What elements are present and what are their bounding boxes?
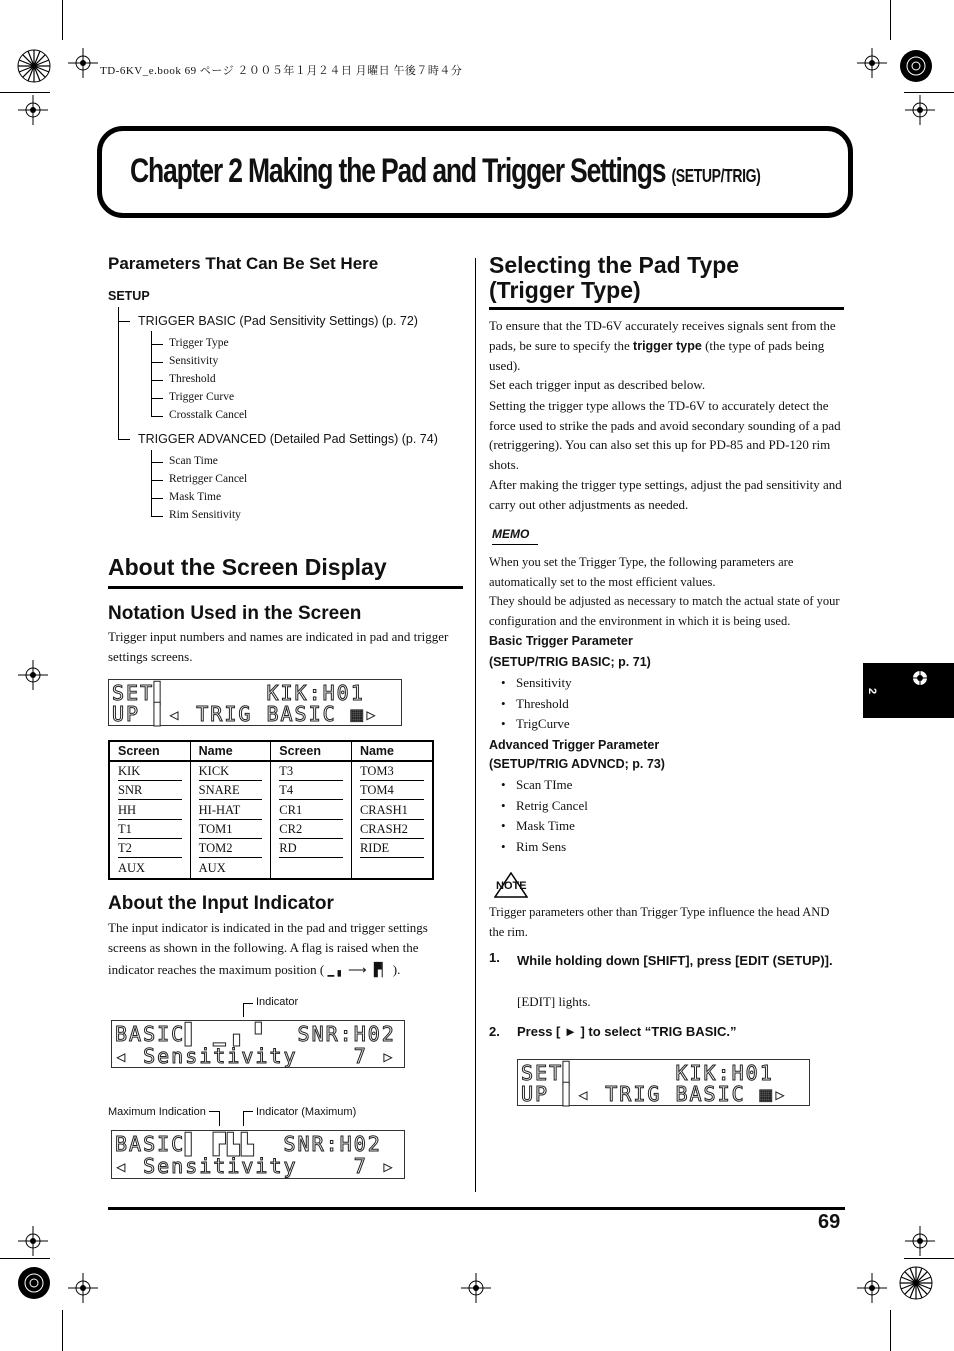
tree-item: Trigger Curve [169, 391, 235, 403]
table-row [109, 801, 433, 820]
crop-line [904, 1258, 954, 1259]
step-subtext: [EDIT] lights. [517, 994, 591, 1009]
pad-type-heading-line2: (Trigger Type) [489, 277, 641, 303]
list-item: • TrigCurve [516, 714, 572, 735]
tree-line [118, 321, 130, 322]
tree-line [151, 480, 163, 481]
lcd-line-2: ◂ Sensitivity 7 ▸ [115, 1154, 396, 1178]
registration-mark [898, 1265, 934, 1301]
callout-line [243, 1003, 253, 1004]
memo-text: They should be adjusted as necessary to match the actual state of your configuration and the environment in which it is being used. [489, 594, 840, 628]
lcd-screen [111, 1130, 405, 1179]
paragraph: Setting the trigger type allows the TD-6V to accurately detect the force used to strike the pads and avoid secondary sounding of a pad (retriggering). You can also set this up for PD-85 and PD-120 rim shots. [489, 398, 841, 472]
note-text: Trigger parameters other than Trigger Type influence the head AND the rim. [489, 905, 830, 939]
memo-text: When you set the Trigger Type, the following parameters are automatically set to the most efficient values. [489, 555, 794, 589]
step-number: 2. [489, 1024, 500, 1039]
crosshair-icon [68, 48, 98, 78]
indicator-text-start: indicator reaches the maximum position ( [108, 962, 325, 977]
callout-line [243, 1111, 253, 1112]
lcd-line-1: SET▌ KIK:H01 [112, 681, 365, 705]
table-header: Name [190, 741, 271, 761]
crop-line [62, 0, 63, 40]
chapter-title [130, 152, 760, 191]
indicator-max-callout: Indicator (Maximum) [256, 1106, 357, 1118]
table-cell [271, 820, 352, 839]
table-cell-text: AUX [198, 861, 226, 876]
tree-line [118, 439, 130, 440]
crosshair-icon [909, 667, 931, 689]
table-cell-text: HH [118, 801, 182, 820]
indicator-text-line [108, 960, 400, 981]
crosshair-icon [905, 1226, 935, 1256]
list-item: • Mask Time [516, 816, 588, 837]
list-item: • Rim Sens [516, 837, 588, 858]
setup-label: SETUP [108, 289, 150, 303]
indicator-callout: Indicator [256, 996, 299, 1008]
note-icon [494, 872, 528, 898]
crosshair-icon [857, 1273, 887, 1303]
step-text: Press [ ► ] to select “TRIG BASIC.” [517, 1024, 737, 1039]
registration-mark [16, 1265, 52, 1301]
table-cell [109, 820, 190, 839]
pad-type-heading [489, 253, 739, 303]
chapter-subtitle: (SETUP/TRIG) [671, 166, 761, 186]
crosshair-icon [18, 95, 48, 125]
memo-underline [492, 544, 538, 545]
table-cell [271, 801, 352, 820]
table-cell-text: T2 [118, 839, 182, 858]
paragraph: After making the trigger type settings, adjust the pad sensitivity and carry out other adjustments as needed. [489, 477, 842, 512]
step-number: 1. [489, 950, 500, 965]
table-cell [190, 820, 271, 839]
adv-param-list [516, 775, 588, 857]
table-row [109, 820, 433, 839]
basic-param-ref: (SETUP/TRIG BASIC; p. 71) [489, 655, 651, 669]
table-cell-text: CR2 [279, 820, 343, 839]
crop-line [904, 92, 954, 93]
list-item: • Retrig Cancel [516, 796, 588, 817]
table-cell [351, 801, 433, 820]
crosshair-icon [18, 660, 48, 690]
tree-line [118, 307, 119, 439]
list-item: • Sensitivity [516, 673, 572, 694]
table-cell [271, 761, 352, 781]
table-cell [271, 858, 352, 878]
tree-item: Trigger Type [169, 337, 229, 349]
table-cell-text: SNARE [199, 781, 263, 800]
indicator-small-icon: ▁▗ [327, 964, 341, 977]
table-cell-text: TOM1 [199, 820, 263, 839]
input-indicator-heading: About the Input Indicator [108, 893, 334, 914]
paragraph [489, 316, 847, 376]
chapter-title-text: Chapter 2 Making the Pad and Trigger Settings [130, 152, 666, 190]
tree-line [151, 380, 163, 381]
lcd-line-1: BASIC▌ ▁▗ ▘ SNR:H02 [115, 1022, 396, 1046]
table-cell [109, 858, 190, 878]
table-cell-text: RIDE [360, 839, 424, 858]
tree-item: Threshold [169, 373, 216, 385]
memo-label: MEMO [492, 527, 530, 541]
table-cell-text: TOM4 [360, 781, 424, 800]
tree-line [151, 416, 163, 417]
tree-line [151, 498, 163, 499]
list-item: • Threshold [516, 694, 572, 715]
crosshair-icon [461, 1273, 491, 1303]
table-cell-text: TOM3 [360, 762, 424, 781]
table-cell-text: T1 [118, 820, 182, 839]
callout-line [209, 1111, 219, 1112]
table-header: Screen [109, 741, 190, 761]
table-cell [190, 781, 271, 800]
table-cell-text: CR1 [279, 801, 343, 820]
table-cell-text: T3 [279, 762, 343, 781]
notation-heading: Notation Used in the Screen [108, 603, 362, 624]
paragraph-text: (the type of pads being used). [489, 337, 825, 373]
table-cell [109, 781, 190, 800]
table-cell [271, 839, 352, 858]
table-cell [190, 839, 271, 858]
list-item: • Scan TIme [516, 775, 588, 796]
crop-line [0, 92, 50, 93]
crosshair-icon [905, 95, 935, 125]
lcd-line-2: UP ▌◂ TRIG BASIC ▦▸ [521, 1082, 788, 1106]
table-cell [109, 761, 190, 781]
paragraph-text: To ensure that the TD-6V accurately receives signals sent from the pads, be sure to specify the [489, 318, 836, 353]
table-cell-text: AUX [118, 861, 146, 876]
flag-icon: ▛▏ [373, 963, 390, 978]
page-number: 69 [818, 1211, 841, 1233]
lcd-line-1: BASIC▌ ▛▙▙ SNR:H02 [115, 1132, 382, 1156]
indicator-text: The input indicator is indicated in the pad and trigger settings screens as shown in the following. A flag is raised when the [108, 920, 428, 955]
table-cell [190, 858, 271, 878]
table-row [109, 839, 433, 858]
callout-line [243, 1003, 244, 1017]
table-header: Name [351, 741, 433, 761]
tree-item: Scan Time [169, 455, 218, 467]
crosshair-icon [18, 1226, 48, 1256]
lcd-screen [108, 679, 402, 726]
table-cell [271, 781, 352, 800]
table-cell [351, 781, 433, 800]
table-cell-text: CRASH2 [360, 820, 424, 839]
callout-line [219, 1111, 220, 1126]
note-label: NOTE [496, 880, 527, 892]
table-cell-text: KICK [199, 762, 263, 781]
crop-line [890, 0, 891, 40]
tree-item: Rim Sensitivity [169, 509, 241, 521]
lcd-line-2: ◂ Sensitivity 7 ▸ [115, 1044, 396, 1068]
indicator-text-end: ). [392, 962, 401, 977]
crosshair-icon [857, 48, 887, 78]
tree-item: Mask Time [169, 491, 222, 503]
footer-rule [108, 1207, 845, 1210]
file-header: TD-6KV_e.book 69 ページ ２００５年１月２４日 月曜日 午後７時４分 [100, 65, 463, 77]
table-cell [109, 801, 190, 820]
tree-line [151, 450, 152, 517]
tree-line [151, 362, 163, 363]
adv-param-ref: (SETUP/TRIG ADVNCD; p. 73) [489, 757, 665, 771]
callout-line [243, 1111, 244, 1126]
memo-icon [492, 527, 529, 541]
bold-term: trigger type [633, 338, 702, 353]
table-cell-text: CRASH1 [360, 801, 424, 820]
crop-line [62, 1310, 63, 1351]
table-header: Screen [271, 741, 352, 761]
table-row [109, 781, 433, 800]
heading-rule [108, 586, 463, 589]
table-cell [351, 761, 433, 781]
column-divider [475, 258, 476, 1192]
lcd-screen [517, 1059, 810, 1106]
tree-line [151, 344, 163, 345]
crop-line [890, 1310, 891, 1351]
table-header-row [109, 741, 433, 761]
basic-param-label: Basic Trigger Parameter [489, 634, 633, 648]
tree-group-trigger-basic: TRIGGER BASIC (Pad Sensitivity Settings) (p. 72) [138, 314, 418, 328]
tree-item: Sensitivity [169, 355, 219, 367]
tree-group-trigger-advanced: TRIGGER ADVANCED (Detailed Pad Settings) (p. 74) [138, 432, 438, 446]
notation-text: Trigger input numbers and names are indicated in pad and trigger settings screens. [108, 629, 449, 664]
pad-type-heading-line1: Selecting the Pad Type [489, 252, 740, 278]
tree-line [151, 516, 163, 517]
max-indication-callout: Maximum Indication [108, 1106, 206, 1118]
lcd-line-2: UP ▌◂ TRIG BASIC ▦▸ [112, 702, 379, 726]
lcd-line-1: SET▌ KIK:H01 [521, 1061, 774, 1085]
tree-line [151, 462, 163, 463]
table-cell-text: SNR [118, 781, 182, 800]
table-cell-text: KIK [118, 762, 182, 781]
table-cell [109, 839, 190, 858]
params-heading: Parameters That Can Be Set Here [108, 254, 379, 273]
table-cell [190, 801, 271, 820]
paragraph: Set each trigger input as described below. [489, 377, 706, 392]
table-cell-text: RD [279, 839, 343, 858]
table-cell-text: T4 [279, 781, 343, 800]
tree-item: Retrigger Cancel [169, 473, 248, 485]
screen-display-heading: About the Screen Display [108, 554, 387, 580]
step-text: While holding down [SHIFT], press [EDIT (SETUP)]. [517, 953, 833, 968]
table-cell [351, 839, 433, 858]
table-cell [190, 761, 271, 781]
lcd-screen [111, 1020, 405, 1068]
table-cell [351, 858, 433, 878]
table-row [109, 858, 433, 878]
heading-rule [489, 307, 844, 310]
adv-param-label: Advanced Trigger Parameter [489, 738, 660, 752]
table-cell-text: TOM2 [199, 839, 263, 858]
table-row [109, 761, 433, 781]
registration-mark [16, 48, 52, 84]
screen-name-table [108, 740, 434, 880]
chapter-side-tab [863, 663, 954, 718]
arrow-right-icon: ⟶ [348, 962, 367, 977]
table-cell-text: HI-HAT [199, 801, 263, 820]
basic-param-list [516, 673, 572, 735]
table-cell [351, 820, 433, 839]
crosshair-icon [68, 1273, 98, 1303]
crop-line [0, 1258, 50, 1259]
tree-item: Crosstalk Cancel [169, 409, 248, 421]
side-tab-number: 2 [866, 687, 879, 695]
tree-line [151, 398, 163, 399]
registration-mark [898, 48, 934, 84]
